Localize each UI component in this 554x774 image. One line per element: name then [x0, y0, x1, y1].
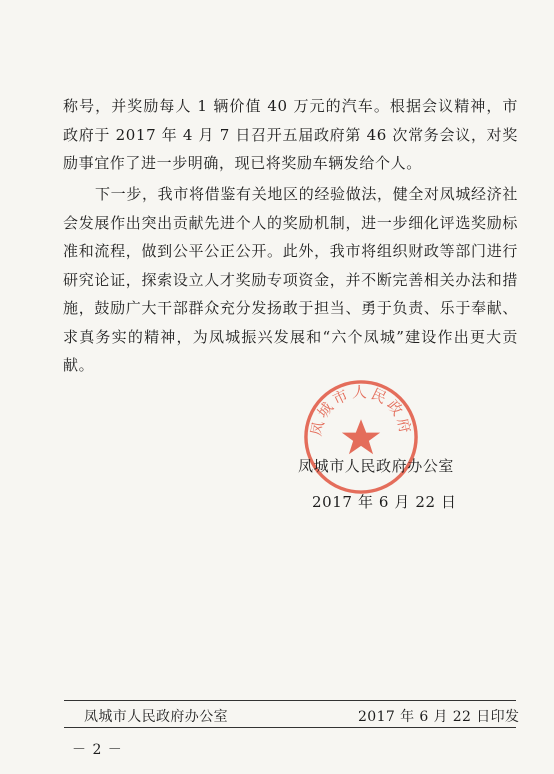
svg-text:凤城市人民政府: 凤城市人民政府: [307, 384, 415, 438]
footer-bottom-rule: [64, 727, 516, 728]
signature-date: 2017 年 6 月 22 日: [312, 493, 457, 511]
footer-issue-date: 2017 年 6 月 22 日印发: [358, 709, 520, 725]
star-icon: [342, 419, 380, 454]
body-paragraph-2: 下一步，我市将借鉴有关地区的经验做法，健全对凤城经济社会发展作出突出贡献先进个人的奖励机制，进一步细化评选奖励标准和流程，做到公平公正公开。此外，我市将组织财政等部门进行研究论证，探索设立人才奖励专项资金，并不断完善相关办法和措施，鼓励广大干部群众充分发扬敢于担当、勇于负责、乐于奉献、求真务实的精神，为凤城振兴发展和“六个凤城”建设作出更大贡献。: [63, 185, 518, 374]
page-number: － 2 －: [72, 742, 123, 758]
signature-organization: 凤城市人民政府办公室: [298, 457, 455, 475]
footer-top-rule: [64, 700, 516, 701]
body-paragraph-1: 称号，并奖励每人 1 辆价值 40 万元的汽车。根据会议精神，市政府于 2017 年 4 月 7 日召开五届政府第 46 次常务会议，对奖励事宜作了进一步明确，现已将奖励车辆发给个人。: [63, 97, 518, 172]
footer-organization: 凤城市人民政府办公室: [84, 709, 228, 725]
official-seal-stamp: [302, 378, 420, 496]
